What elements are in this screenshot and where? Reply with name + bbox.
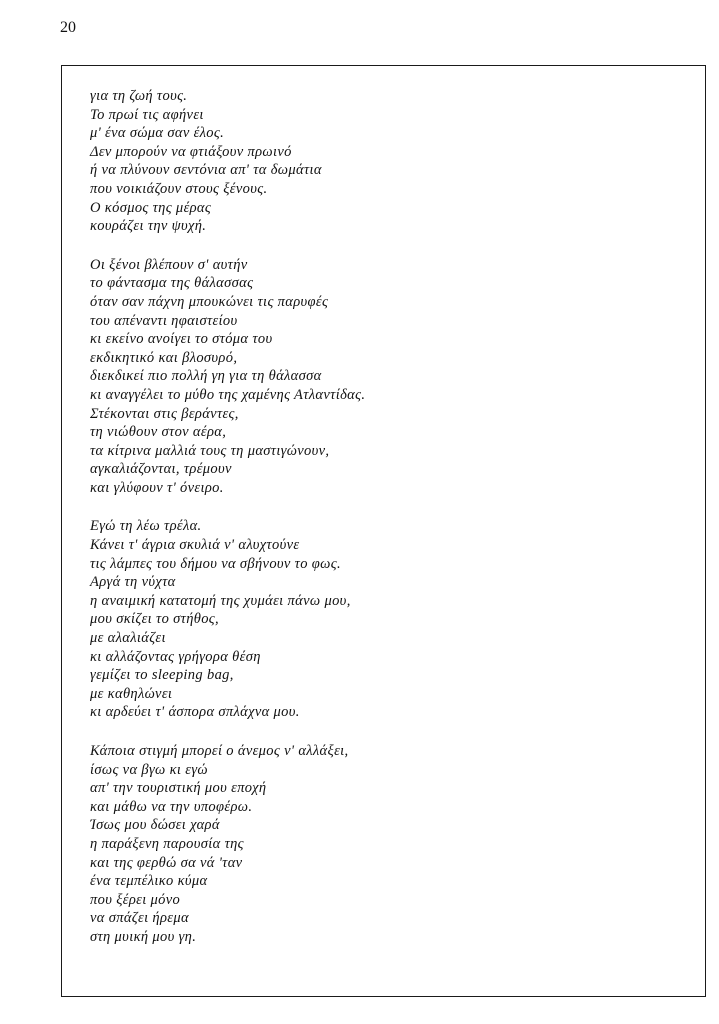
poem-line: Εγώ τη λέω τρέλα. — [90, 518, 202, 535]
poem-line: Κάποια στιγμή μπορεί ο άνεμος ν' αλλάξει, — [90, 743, 349, 759]
poem-line: με καθηλώνει — [90, 685, 173, 702]
stanza-4 — [90, 742, 680, 947]
page-number: 20 — [60, 19, 76, 36]
poem-line: στη μυική μου γη. — [90, 928, 197, 945]
poem-line: και γλύφουν τ' όνειρο. — [90, 479, 224, 496]
poem-line: εκδικητικό και βλοσυρό, — [90, 349, 238, 366]
poem-line: μ' ένα σώμα σαν έλος. — [90, 125, 225, 142]
stanza-3 — [90, 517, 680, 722]
poem-line: η παράξενη παρουσία της — [90, 835, 244, 852]
poem-line: Ο κόσμος της μέρας — [90, 199, 212, 216]
poem-line: τη νιώθουν στον αέρα, — [90, 424, 227, 441]
poem-line: αγκαλιάζονται, τρέμουν — [90, 461, 232, 478]
poem-line: ή να πλύνουν σεντόνια απ' τα δωμάτια — [90, 162, 322, 179]
poem-line: Κάνει τ' άγρια σκυλιά ν' αλυχτούνε — [90, 537, 300, 554]
poem-line: μου σκίζει το στήθος, — [90, 611, 220, 628]
poem-body — [90, 87, 680, 967]
poem-line: γεμίζει το sleeping bag, — [90, 667, 234, 684]
poem-line: και της φερθώ σα νά 'ταν — [90, 854, 243, 871]
poem-line: κι εκείνο ανοίγει το στόμα του — [90, 331, 273, 348]
poem-line: και μάθω να την υποφέρω. — [90, 798, 253, 815]
poem-line: το φάντασμα της θάλασσας — [90, 275, 254, 292]
poem-line: Αργά τη νύχτα — [90, 574, 176, 591]
poem-line: όταν σαν πάχνη μπουκώνει τις παρυφές — [90, 293, 329, 310]
poem-line: ίσως να βγω κι εγώ — [90, 761, 208, 778]
poem-line: Δεν μπορούν να φτιάξουν πρωινό — [90, 143, 292, 160]
poem-line: κουράζει την ψυχή. — [90, 218, 207, 235]
poem-line: διεκδικεί πιο πολλή γη για τη θάλασσα — [90, 368, 322, 385]
poem-line: που νοικιάζουν στους ξένους. — [90, 180, 268, 197]
stanza-1 — [90, 87, 680, 236]
poem-line: κι αλλάζοντας γρήγορα θέση — [90, 648, 261, 665]
poem-line: του απέναντι ηφαιστείου — [90, 312, 238, 329]
poem-line: Ίσως μου δώσει χαρά — [90, 817, 220, 834]
poem-line: για τη ζωή τους. — [90, 88, 188, 104]
poem-line: τις λάμπες του δήμου να σβήνουν το φως. — [90, 555, 341, 572]
poem-line: Το πρωί τις αφήνει — [90, 106, 204, 123]
poem-line: τα κίτρινα μαλλιά τους τη μαστιγώνουν, — [90, 442, 330, 459]
poem-line: κι αναγγέλει το μύθο της χαμένης Ατλαντίδας. — [90, 386, 366, 403]
poem-line: ένα τεμπέλικο κύμα — [90, 873, 208, 890]
poem-line: με αλαλιάζει — [90, 630, 166, 647]
poem-line: να σπάζει ήρεμα — [90, 910, 189, 927]
poem-line: Στέκονται στις βεράντες, — [90, 405, 239, 422]
poem-line: απ' την τουριστική μου εποχή — [90, 780, 267, 797]
poem-line: Οι ξένοι βλέπουν σ' αυτήν — [90, 256, 248, 273]
stanza-2 — [90, 256, 680, 498]
poem-line: η αναιμική κατατομή της χυμάει πάνω μου, — [90, 592, 351, 609]
poem-line: κι αρδεύει τ' άσπορα σπλάχνα μου. — [90, 704, 300, 721]
poem-line: που ξέρει μόνο — [90, 891, 181, 908]
